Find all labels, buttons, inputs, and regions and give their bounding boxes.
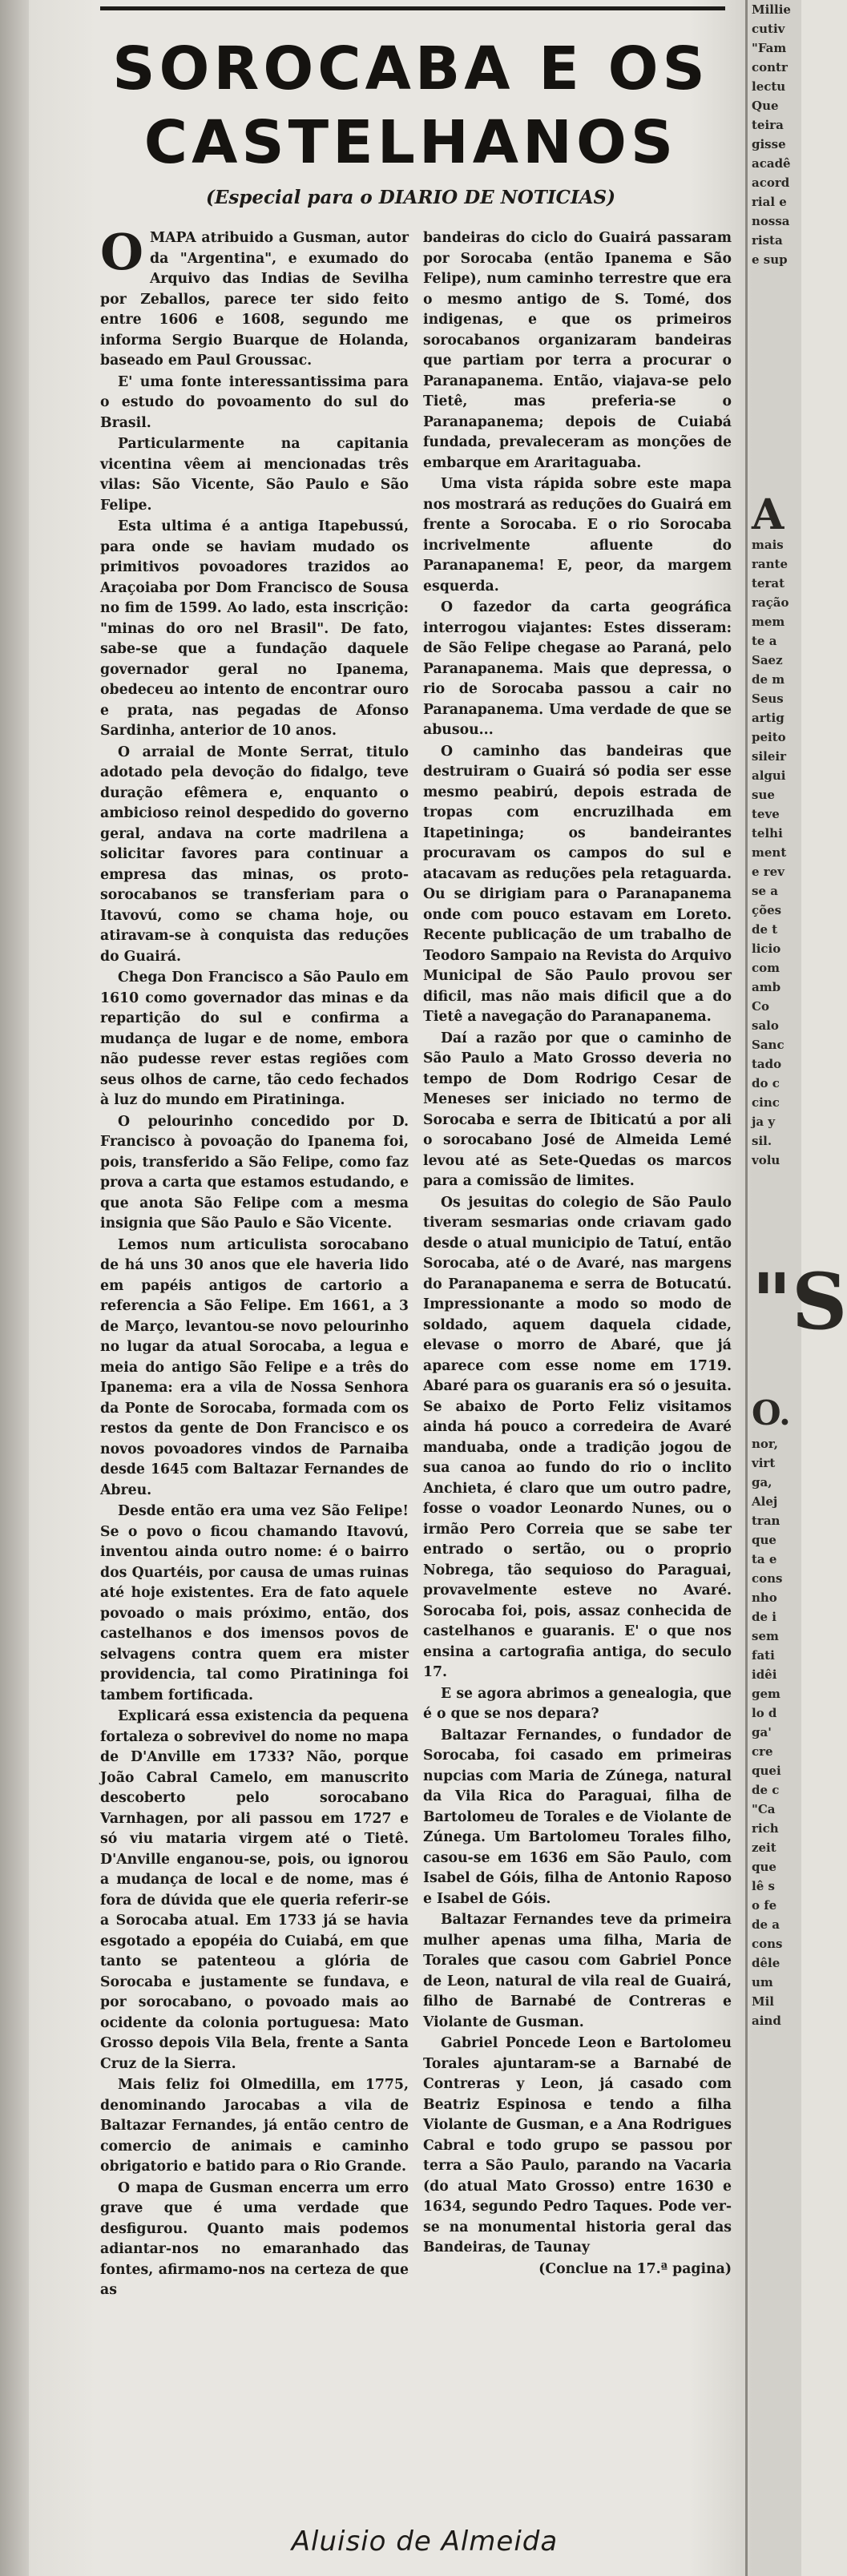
paragraph: Particularmente na capitania vicentina vêem ai mencionadas três vilas: São Vicente, São Paulo e São Felipe. (100, 436, 409, 514)
adjacent-line-fragment: de i (752, 1610, 776, 1624)
adjacent-line-fragment: Saez (752, 653, 783, 667)
adjacent-line-fragment: sue (752, 788, 775, 802)
adjacent-line-fragment: rich (752, 1821, 779, 1836)
adjacent-line-fragment: mais (752, 538, 784, 552)
adjacent-line-fragment: nor, (752, 1437, 778, 1451)
adjacent-line-fragment: rista (752, 233, 783, 248)
continuation-note: (Conclue na 17.ª pagina) (538, 2260, 732, 2277)
adjacent-text-middle (752, 535, 801, 1170)
adjacent-line-fragment: gem (752, 1687, 780, 1701)
adjacent-line-fragment: te a (752, 634, 777, 648)
paragraph: Uma vista rápida sobre este mapa nos mostrará as reduções do Guairá em frente a Sorocaba. E o rio Sorocaba incrivelmente afluente do Paranapanema! E, peor, da margem esquerda. (423, 476, 732, 595)
adjacent-line-fragment: tran (752, 1514, 780, 1528)
adjacent-line-fragment: telhi (752, 826, 783, 841)
adjacent-line-fragment: licio (752, 941, 781, 956)
adjacent-line-fragment: "Ca (752, 1802, 776, 1816)
adjacent-line-fragment: se a (752, 884, 778, 898)
adjacent-line-fragment: dêle (752, 1956, 780, 1970)
adjacent-line-fragment: amb (752, 980, 781, 994)
adjacent-line-fragment: Mil (752, 1994, 775, 2009)
adjacent-line-fragment: peito (752, 730, 786, 744)
adjacent-text-lower (752, 1434, 801, 2030)
adjacent-quote-heading: "S (752, 1256, 847, 1347)
adjacent-line-fragment: nho (752, 1590, 777, 1605)
adjacent-line-fragment: sil. (752, 1134, 772, 1148)
adjacent-line-fragment: ga' (752, 1725, 772, 1740)
adjacent-line-fragment: Sanc (752, 1038, 784, 1052)
adjacent-line-fragment: e sup (752, 252, 788, 267)
adjacent-text-top (752, 0, 801, 269)
adjacent-line-fragment: o fe (752, 1898, 777, 1913)
adjacent-line-fragment: e rev (752, 865, 784, 879)
adjacent-line-fragment: acadê (752, 156, 791, 171)
adjacent-line-fragment: de a (752, 1917, 780, 1932)
adjacent-line-fragment: algui (752, 768, 786, 783)
adjacent-line-fragment: cinc (752, 1095, 780, 1110)
adjacent-line-fragment: ções (752, 903, 782, 917)
adjacent-line-fragment: de m (752, 672, 785, 687)
adjacent-line-fragment: acord (752, 175, 790, 190)
adjacent-line-fragment: Millie (752, 2, 791, 17)
adjacent-line-fragment: mem (752, 615, 785, 629)
adjacent-line-fragment: quei (752, 1764, 781, 1778)
adjacent-line-fragment: lo d (752, 1706, 777, 1720)
adjacent-line-fragment: rante (752, 557, 788, 571)
adjacent-line-fragment: teve (752, 807, 780, 821)
paragraph: O caminho das bandeiras que destruiram o Guairá só podia ser esse mesmo peabirú, depois estrada de tropas com encruzilhada em Itapetininga; os bandeirantes procuravam os campos do sul e atacavam as reduções pela retaguarda. Ou se dirigiam para o Paranapanema onde com pouco estavam em Loreto. Recente publicação de um trabalho de Teodoro Sampaio na Revista do Arquivo Municipal de São Paulo provou ser dificil, mas não mais dificil que a do Tietê a navegação do Paranapanema. (423, 743, 732, 1025)
article-column-1 (100, 223, 409, 2368)
adjacent-line-fragment: gisse (752, 137, 786, 151)
page-shadow-edge (0, 0, 29, 2576)
adjacent-line-fragment: lectu (752, 79, 786, 94)
adjacent-line-fragment: fati (752, 1648, 775, 1663)
adjacent-initial-o: O. (752, 1393, 791, 1433)
adjacent-line-fragment: cutiv (752, 22, 785, 36)
paragraph: O mapa de Gusman encerra um erro grave que é uma verdade que desfigurou. Quanto mais podemos adiantar-nos no emaranhado das fontes, afirmamo-nos na certeza de que as (100, 2179, 409, 2298)
adjacent-line-fragment: zeit (752, 1840, 776, 1855)
paragraph: Daí a razão por que o caminho de São Paulo a Mato Grosso deveria no tempo de Dom Rodrigo Cesar de Meneses ser iniciado no termo de Sorocaba e serra de Ibiticatú a por ali o sorocabano José de Almeida Lemé levou até as Sete-Quedas os marcos para a comissão de limites. (423, 1030, 732, 1189)
paragraph: O pelourinho concedido por D. Francisco à povoação do Ipanema foi, pois, transferido a São Felipe, como faz prova a carta que estamos estudando, e que anota São Felipe com a mesma insignia que São Paulo e São Vicente. (100, 1113, 409, 1232)
adjacent-line-fragment: que (752, 1860, 776, 1874)
adjacent-line-fragment: ração (752, 595, 789, 610)
adjacent-line-fragment: Alej (752, 1494, 778, 1509)
adjacent-line-fragment: Seus (752, 691, 784, 706)
adjacent-initial-a: A (752, 490, 784, 539)
adjacent-line-fragment: teira (752, 118, 784, 132)
adjacent-line-fragment: um (752, 1975, 773, 1989)
adjacent-line-fragment: com (752, 961, 780, 975)
adjacent-line-fragment: artig (752, 711, 784, 725)
adjacent-line-fragment: ment (752, 845, 787, 860)
adjacent-line-fragment: contr (752, 60, 788, 75)
adjacent-line-fragment: Co (752, 999, 769, 1014)
column-fold-line (745, 0, 748, 2576)
adjacent-line-fragment: aind (752, 2014, 781, 2028)
author-signature: Aluisio de Almeida (291, 2526, 559, 2558)
adjacent-line-fragment: terat (752, 576, 785, 591)
adjacent-line-fragment: de t (752, 922, 778, 937)
adjacent-line-fragment: lê s (752, 1879, 775, 1893)
paragraph: Mais feliz foi Olmedilla, em 1775, denominando Jarocabas a vila de Baltazar Fernandes, já então centro de comercio de animais e caminho obrigatorio e batido para o Rio Grande. (100, 2077, 409, 2175)
adjacent-line-fragment: ta e (752, 1552, 777, 1566)
paragraph: Desde então era uma vez São Felipe! Se o povo o ficou chamando Itavovú, inventou ainda outro nome: é o bairro dos Quartéis, por causa de umas ruinas até hoje existentes. Era de fato aquele povoado o mais próximo, então, dos castelhanos e dos imensos povos de selvagens contra quem era mister providencia, tal como Piratininga foi tambem fortificada. (100, 1503, 409, 1703)
paragraph: Gabriel Poncede Leon e Bartolomeu Torales ajuntaram-se a Barnabé de Contreras y Leon, já casado com Beatriz Espinosa e tendo a filha Violante de Gusman, e a Ana Rodrigues Cabral e todo grupo se passou por terra a São Paulo, parando na Vacaria (do atual Mato Grosso) entre 1630 e 1634, segundo Pedro Taques. Pode ver-se na monumental historia geral das Bandeiras, de Taunay (423, 2035, 732, 2256)
paragraph: Lemos num articulista sorocabano de há uns 30 anos que ele haveria lido em papéis antigos de cartorio a referencia a São Felipe. Em 1661, a 3 de Março, levantou-se novo pelourinho no lugar da atual Sorocaba, a legua e meia do antigo São Felipe e a três do Ipanema: era a vila de Nossa Senhora da Ponte de Sorocaba, formada com os restos da gente de Don Francisco e os novos povoadores vindos de Parnaiba desde 1645 com Baltazar Fernandes de Abreu. (100, 1236, 409, 1498)
adjacent-line-fragment: idêi (752, 1667, 777, 1682)
first-paragraph (100, 223, 409, 372)
adjacent-line-fragment: ja y (752, 1115, 776, 1129)
adjacent-line-fragment: Que (752, 99, 779, 113)
paragraph: O fazedor da carta geográfica interrogou viajantes: Estes disseram: de São Felipe chegase ao Paraná, pelo Paranapanema. Mais que depressa, o rio de Sorocaba passou a cair no Paranapanema. Uma verdade de que se abusou... (423, 599, 732, 738)
adjacent-line-fragment: tado (752, 1057, 782, 1071)
article-headline: SOROCABA E OS CASTELHANOS (112, 34, 709, 177)
adjacent-line-fragment: ga, (752, 1475, 772, 1490)
adjacent-line-fragment: cons (752, 1571, 783, 1586)
adjacent-column-fragment (752, 0, 847, 2576)
paragraph: E se agora abrimos a genealogia, que é o que se nos depara? (423, 1685, 732, 1722)
adjacent-line-fragment: virt (752, 1456, 776, 1470)
paragraph: Chega Don Francisco a São Paulo em 1610 como governador das minas e da repartição do sul e confirma a mudança de lugar e de nome, embora não pudesse rever estas regiões com seus olhos de carne, tão cedo fechados à luz do mundo em Piratininga. (100, 970, 409, 1108)
adjacent-line-fragment: sileir (752, 749, 786, 764)
article-subtitle: (Especial para o DIARIO DE NOTICIAS) (205, 187, 616, 208)
adjacent-line-fragment: "Fam (752, 41, 787, 55)
adjacent-line-fragment: sem (752, 1629, 779, 1643)
adjacent-line-fragment: nossa (752, 214, 790, 228)
paragraph-text: MAPA atribuido a Gusman, autor da "Argentina", e exumado do Arquivo das Indias de Sevilha por Zeballos, parece ter sido feito entre 1606 e 1608, segundo me informa Sergio Buarque de Holanda, baseado em Paul Groussac. (100, 230, 409, 369)
adjacent-line-fragment: rial e (752, 195, 787, 209)
adjacent-line-fragment: que (752, 1533, 776, 1547)
paragraph: Os jesuitas do colegio de São Paulo tiveram sesmarias onde criavam gado desde o atual municipio de Tatuí, então Sorocaba, até o de Avaré, nas margens do Paranapanema e serra de Botucatú. Impressionante a modo so modo de soldado, aquem daquela cidade, elevase o morro de Abaré, que já aparece com esse nome em 1719. Abaré para os guaranis era só o jesuita. Se abaixo de Porto Feliz visitamos ainda há pouco a corredeira de Avaré manduaba, onde a tradição jogou de sua canoa ao fundo do rio o inclito Anchieta, é claro que um outro padre, fosse o voador Leonardo Nunes, ou o irmão Pero Correia que se sabe ter entrado o sertão, ou o proprio Nobrega, tão sequioso do Paraguai, provavelmente esteve no Avaré. Sorocaba foi, pois, assaz conhecida de castelhanos e guaranis. E' o que nos ensina a cartografia antiga, do seculo 17. (423, 1194, 732, 1680)
paragraph: O arraial de Monte Serrat, titulo adotado pela devoção do fidalgo, teve duração efêmera e, enquanto o ambicioso reinol despedido do governo geral, andava na corte madrilena a solicitar favores para continuar a empresa das minas, os proto-sorocabanos se transferiam para o Itavovú, como se chama hoje, ou atiravam-se à conquista das reduções do Guairá. (100, 744, 409, 965)
article-column-2 (423, 228, 732, 2368)
paragraph: Explicará essa existencia da pequena fortaleza o sobrevivel do nome no mapa de D'Anville em 1733? Não, porque João Cabral Camelo, em manuscrito descoberto pelo sorocabano Varnhagen, por ali passou em 1727 e só viu mataria virgem até o Tietê. D'Anville enganou-se, pois, ou ignorou a mudança de local e de nome, mas é fora de dúvida que ele queria referir-se a Sorocaba atual. Em 1733 já se havia esgotado a epopéia do Cuiabá, em que tanto se patenteou a glória de Sorocaba e justamente se fundava, e por sorocabano, o povoado mais ao ocidente da colonia portuguesa: Mato Grosso depois Vila Bela, frente a Santa Cruz de la Sierra. (100, 1708, 409, 2072)
paragraph: bandeiras do ciclo do Guairá passaram por Sorocaba (então Ipanema e São Felipe), num caminho terrestre que era o mesmo antigo de S. Tomé, dos indigenas, e que os primeiros sorocabanos organizaram bandeiras que partiam por terra a procurar o Paranapanema. Então, viajava-se pelo Tietê, mas preferia-se o Paranapanema; depois de Cuiabá fundada, prevaleceram as monções de embarque em Araritaguaba. (423, 230, 732, 471)
adjacent-line-fragment: cre (752, 1744, 773, 1759)
adjacent-line-fragment: de c (752, 1783, 780, 1797)
paragraph: Baltazar Fernandes, o fundador de Sorocaba, foi casado em primeiras nupcias com Maria de Zúnega, natural da Vila Rica do Paraguai, filha de Bartolomeu de Torales e de Violante de Zúnega. Um Bartolomeu Torales filho, casou-se em 1636 em São Paulo, com Isabel de Góis, filha de Antonio Raposo e Isabel de Góis. (423, 1727, 732, 1907)
drop-cap: O (100, 223, 144, 281)
paragraph: E' uma fonte interessantissima para o estudo do povoamento do sul do Brasil. (100, 373, 409, 431)
top-rule (100, 6, 725, 10)
paragraph: Baltazar Fernandes teve da primeira mulher apenas uma filha, Maria de Torales que casou com Gabriel Ponce de Leon, natural de vila real de Guairá, filho de Barnabé de Contreras e Violante de Gusman. (423, 1912, 732, 2030)
adjacent-line-fragment: do c (752, 1076, 780, 1090)
adjacent-line-fragment: cons (752, 1937, 783, 1951)
paragraph: Esta ultima é a antiga Itapebussú, para onde se haviam mudado os primitivos povoadores trazidos ao Araçoiaba por Dom Francisco de Sousa no fim de 1599. Ao lado, esta inscrição: "minas do oro nel Brasil". De fato, sabe-se que a fundação daquele governador geral no Ipanema, obedeceu ao intento de encontrar ouro e prata, nas pegadas de Afonso Sardinha, anterior de 10 anos. (100, 518, 409, 739)
adjacent-line-fragment: volu (752, 1153, 780, 1167)
adjacent-line-fragment: salo (752, 1018, 779, 1033)
